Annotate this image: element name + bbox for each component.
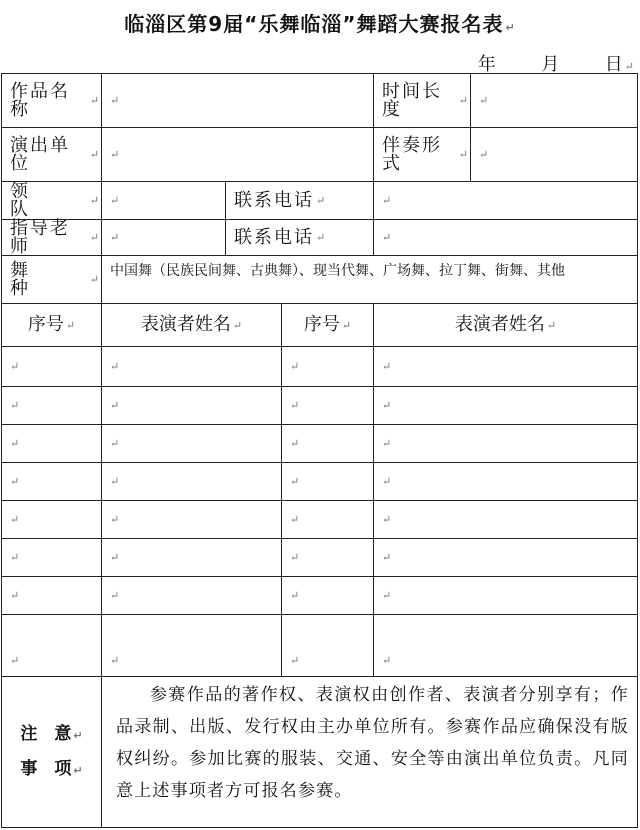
performer-cell-no-right[interactable]: ↵ [282, 347, 374, 387]
performer-cell-name-left[interactable]: ↵ [102, 501, 282, 539]
performer-cell-name-left[interactable]: ↵ [102, 463, 282, 501]
performer-cell-name-right[interactable]: ↵ [374, 387, 637, 425]
performer-cell-name-left[interactable]: ↵ [102, 577, 282, 615]
performer-cell-name-right[interactable]: ↵ [374, 615, 637, 677]
performer-cell-name-right[interactable]: ↵ [374, 425, 637, 463]
performer-cell-name-right[interactable]: ↵ [374, 463, 637, 501]
performer-cell-no-left[interactable]: ↵ [2, 615, 102, 677]
performer-cell-no-right[interactable]: ↵ [282, 463, 374, 501]
date-line: 年 月 日 ↵ [478, 50, 634, 76]
col-no-header-right: 序号 ↵ [282, 304, 374, 347]
performer-cell-no-right[interactable]: ↵ [282, 539, 374, 577]
notes-text: 参赛作品的著作权、表演权由创作者、表演者分别享有；作品录制、出版、发行权由主办单位所有。参赛作品应确保没有版权纠纷。参加比赛的服装、交通、安全等由演出单位负责。凡同意上述事项者方可报名参赛。 [116, 685, 629, 801]
performer-cell-name-left[interactable]: ↵ [102, 425, 282, 463]
accompaniment-field[interactable]: ↵ [471, 128, 637, 182]
leader-field[interactable]: ↵ [102, 182, 226, 220]
work-name-field[interactable]: ↵ [102, 74, 374, 128]
performer-cell-no-right[interactable]: ↵ [282, 387, 374, 425]
accompaniment-label: 伴奏形式 ↵ [374, 128, 471, 182]
performer-cell-name-right[interactable]: ↵ [374, 577, 637, 615]
performer-cell-no-left[interactable]: ↵ [2, 463, 102, 501]
unit-label: 演出单位 ↵ [2, 128, 102, 182]
leader-phone-label: 联系电话 ↵ [226, 182, 374, 220]
teacher-phone-field[interactable]: ↵ [374, 220, 637, 256]
performer-cell-name-right[interactable]: ↵ [374, 501, 637, 539]
dance-type-options: 中国舞（民族民间舞、古典舞）、现当代舞、广场舞、拉丁舞、街舞、其他 [102, 256, 637, 304]
registration-table [1, 73, 638, 828]
performer-cell-name-right[interactable]: ↵ [374, 347, 637, 387]
duration-label: 时间长度 ↵ [374, 74, 471, 128]
teacher-field[interactable]: ↵ [102, 220, 226, 256]
performer-cell-name-left[interactable]: ↵ [102, 387, 282, 425]
performer-cell-no-right[interactable]: ↵ [282, 425, 374, 463]
performer-cell-name-left[interactable]: ↵ [102, 347, 282, 387]
performer-cell-no-left[interactable]: ↵ [2, 347, 102, 387]
performer-cell-no-right[interactable]: ↵ [282, 577, 374, 615]
performer-cell-no-left[interactable]: ↵ [2, 539, 102, 577]
leader-label: 领 队 ↵ [2, 182, 102, 220]
date-month: 月 [541, 54, 560, 75]
date-year: 年 [477, 54, 496, 75]
performer-cell-no-left[interactable]: ↵ [2, 387, 102, 425]
unit-field[interactable]: ↵ [102, 128, 374, 182]
dance-type-label: 舞 种 ↵ [2, 256, 102, 304]
form-title: 临淄区第9届“乐舞临淄”舞蹈大赛报名表 ↵ [124, 12, 516, 36]
col-no-header-left: 序号 ↵ [2, 304, 102, 347]
duration-field[interactable]: ↵ [471, 74, 637, 128]
notes-label: 注 意 ↵ 事 项 ↵ [2, 677, 102, 827]
performer-cell-no-left[interactable]: ↵ [2, 425, 102, 463]
leader-phone-field[interactable]: ↵ [374, 182, 637, 220]
teacher-label: 指导老师 ↵ [2, 220, 102, 256]
performer-cell-no-right[interactable]: ↵ [282, 615, 374, 677]
teacher-phone-label: 联系电话 ↵ [226, 220, 374, 256]
performer-cell-name-right[interactable]: ↵ [374, 539, 637, 577]
performer-cell-no-right[interactable]: ↵ [282, 501, 374, 539]
performer-cell-name-left[interactable]: ↵ [102, 539, 282, 577]
date-day: 日 [604, 54, 623, 75]
work-name-label: 作品名称 ↵ [2, 74, 102, 128]
performer-cell-no-left[interactable]: ↵ [2, 501, 102, 539]
performer-cell-no-left[interactable]: ↵ [2, 577, 102, 615]
performer-cell-name-left[interactable]: ↵ [102, 615, 282, 677]
col-name-header-left: 表演者姓名 ↵ [102, 304, 282, 347]
col-name-header-right: 表演者姓名 ↵ [374, 304, 637, 347]
